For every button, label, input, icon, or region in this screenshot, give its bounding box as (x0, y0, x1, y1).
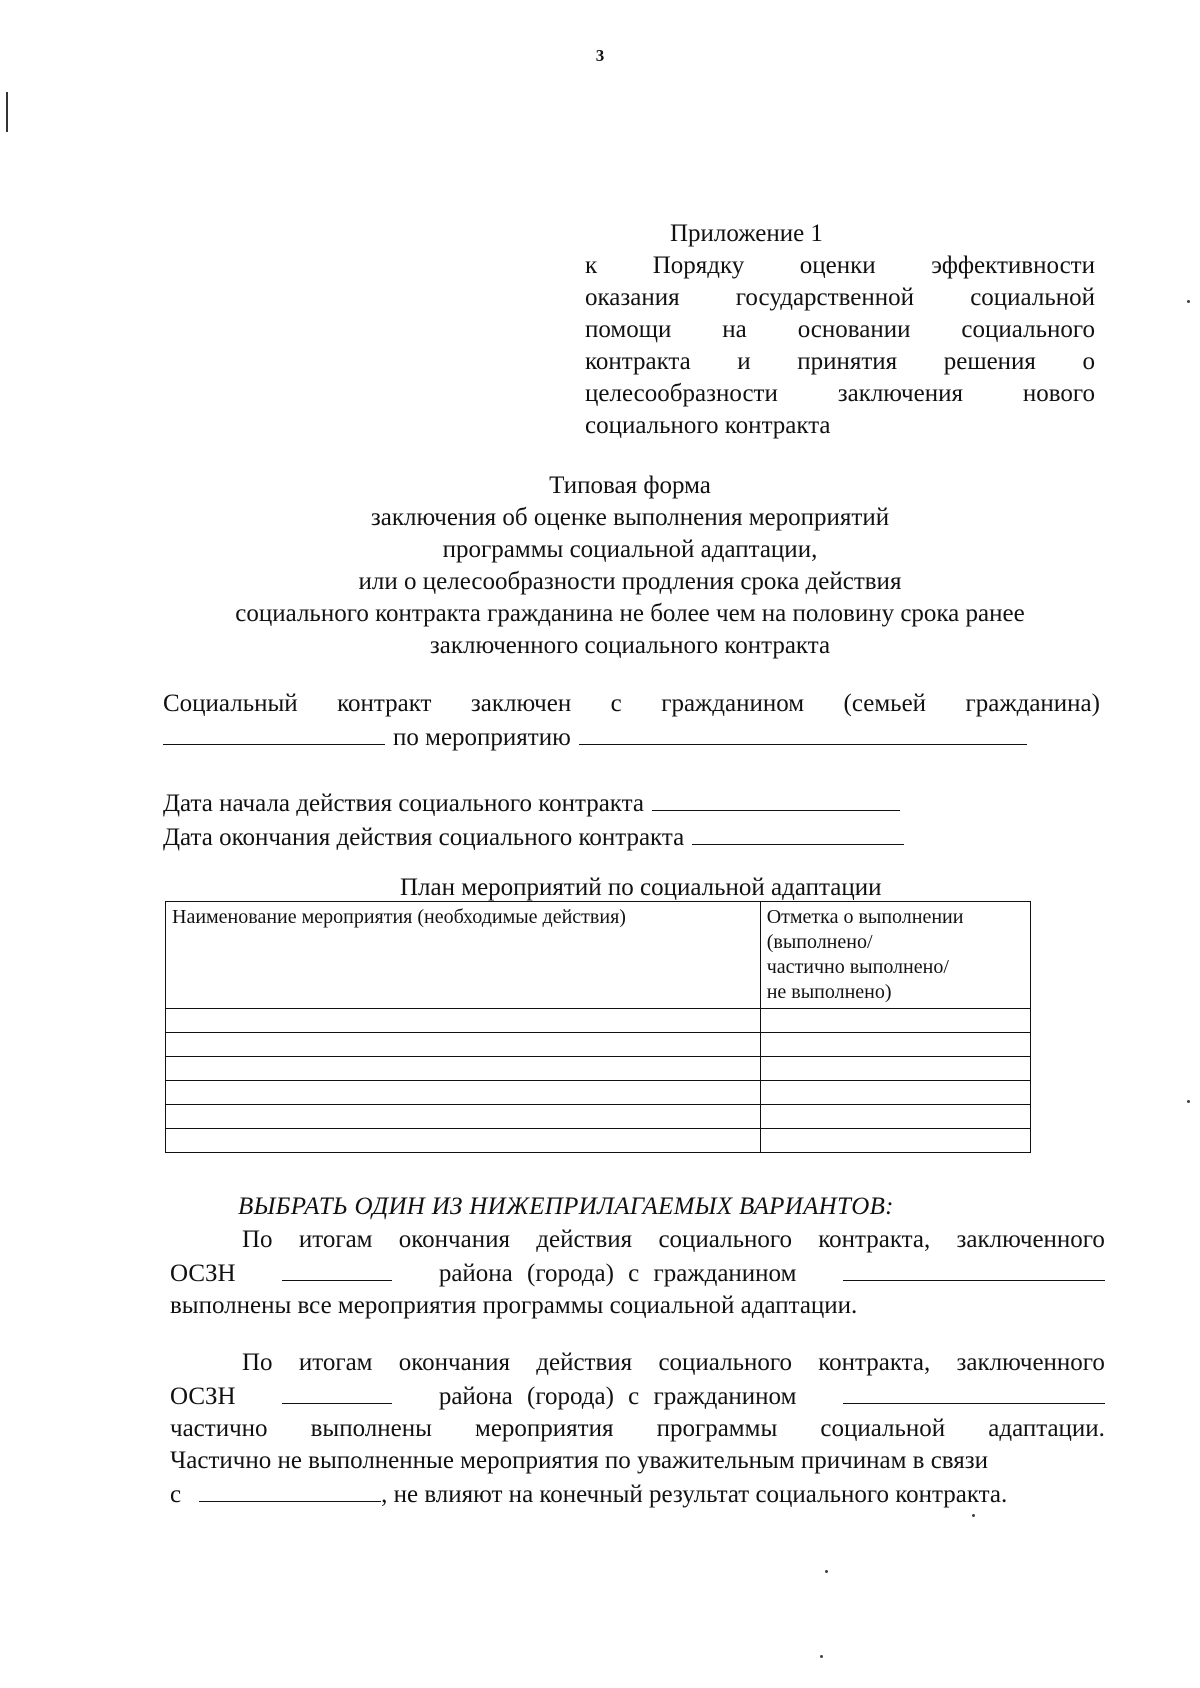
start-date-row (163, 786, 904, 820)
word: По (242, 1349, 273, 1376)
word: к (585, 252, 598, 279)
title-line: социального контракта гражданина не более чем на половину срока ранее (235, 600, 1025, 627)
plan-table-row (166, 1129, 1031, 1153)
citizen-field[interactable] (843, 1379, 1105, 1404)
activity-cell[interactable] (166, 1009, 761, 1033)
appendix-line: социального контракта (585, 412, 831, 439)
word: контракта, (818, 1349, 931, 1376)
plan-table (165, 901, 1031, 1153)
mark-cell[interactable] (760, 1057, 1030, 1081)
word: оказания (585, 284, 680, 311)
word: окончания (398, 1226, 510, 1253)
word: оценки (799, 252, 876, 279)
mark-header-line: (выполнено/ (766, 931, 873, 953)
word: заключенного (956, 1226, 1105, 1253)
variant-2-line: Частично не выполненные мероприятия по уважительным причинам в связи (170, 1447, 989, 1474)
mark-cell[interactable] (760, 1033, 1030, 1057)
dates-section (163, 786, 904, 854)
reason-field[interactable] (199, 1477, 381, 1502)
title-line: или о целесообразности продления срока действия (358, 568, 902, 595)
word: социальной (970, 284, 1095, 311)
mark-header-line: частично выполнено/ (766, 956, 949, 978)
scan-speck (825, 1570, 828, 1573)
word: Порядку (652, 252, 745, 279)
word: целесообразности (585, 380, 778, 407)
plan-table-row (166, 1105, 1031, 1129)
word: действия (536, 1349, 633, 1376)
contract-line (163, 688, 1100, 720)
mark-cell[interactable] (760, 1081, 1030, 1105)
activity-label: по мероприятию (393, 724, 571, 751)
scan-speck (1187, 300, 1190, 303)
end-date-row (163, 820, 904, 854)
mark-cell[interactable] (760, 1129, 1030, 1153)
form-title (150, 470, 1110, 662)
word: государственной (735, 284, 914, 311)
end-date-field[interactable] (692, 820, 904, 845)
plan-table-row (166, 1057, 1031, 1081)
citizen-field[interactable] (163, 720, 385, 745)
word: адаптации. (988, 1415, 1105, 1442)
appendix-line (585, 346, 1095, 378)
scan-speck (1187, 1100, 1190, 1103)
contract-section (163, 688, 1100, 754)
scan-speck (820, 1655, 823, 1658)
start-date-label: Дата начала действия социального контракта (163, 790, 644, 817)
mark-header-line: не выполнено) (766, 981, 892, 1003)
word: о (1082, 348, 1095, 375)
mark-cell[interactable] (760, 1009, 1030, 1033)
activity-cell[interactable] (166, 1057, 761, 1081)
oszn-field[interactable] (282, 1256, 392, 1281)
word: По (242, 1226, 273, 1253)
word: принятия (797, 348, 898, 375)
word: и (737, 348, 751, 375)
word: нового (1022, 380, 1095, 407)
word: социального (961, 316, 1095, 343)
scan-artifact (6, 92, 8, 132)
word: социального (658, 1349, 792, 1376)
reason-prefix: с (170, 1481, 182, 1508)
activity-field[interactable] (579, 720, 1027, 745)
word: мероприятия (475, 1415, 614, 1442)
oszn-field[interactable] (282, 1379, 392, 1404)
word: частично (170, 1415, 268, 1442)
contract-line (163, 720, 1100, 754)
word: контракт (337, 690, 432, 717)
activity-column-header: Наименование мероприятия (необходимые действия) (166, 902, 761, 1009)
word: действия (536, 1226, 633, 1253)
word: выполнены (310, 1415, 432, 1442)
word: контракта (585, 348, 691, 375)
appendix-line (585, 250, 1095, 282)
word: социальной (820, 1415, 946, 1442)
word: основании (797, 316, 911, 343)
word: заключенного (956, 1349, 1105, 1376)
word: итогам (298, 1226, 373, 1253)
variant-1-line (170, 1256, 1105, 1290)
appendix-heading: Приложение 1 (670, 220, 823, 247)
appendix-body (585, 250, 1095, 442)
variant-2-line (170, 1477, 1105, 1511)
plan-table-row (166, 1081, 1031, 1105)
word: Социальный (163, 690, 298, 717)
mark-header-line: Отметка о выполнении (766, 906, 964, 928)
district-label: района (города) с гражданином (438, 1260, 797, 1287)
word: эффективности (931, 252, 1095, 279)
variant-1-line: выполнены все мероприятия программы социальной адаптации. (170, 1292, 858, 1319)
word: с (610, 690, 622, 717)
oszn-label: ОСЗН (170, 1260, 236, 1287)
plan-title: План мероприятий по социальной адаптации (400, 874, 882, 901)
word: контракта, (818, 1226, 931, 1253)
reason-suffix: , не влияют на конечный результат социального контракта. (381, 1481, 1008, 1508)
variant-1-line (170, 1224, 1105, 1256)
appendix-block (585, 218, 1095, 442)
start-date-field[interactable] (652, 786, 900, 811)
page-number: 3 (595, 46, 605, 65)
plan-table-row (166, 1033, 1031, 1057)
title-line: программы социальной адаптации, (442, 536, 818, 563)
activity-cell[interactable] (166, 1081, 761, 1105)
variant-2-line (170, 1347, 1105, 1379)
appendix-line (585, 282, 1095, 314)
oszn-label: ОСЗН (170, 1383, 236, 1410)
activity-cell[interactable] (166, 1129, 761, 1153)
district-label: района (города) с гражданином (438, 1383, 797, 1410)
word: итогам (298, 1349, 373, 1376)
mark-column-header (760, 902, 1030, 1009)
title-line: Типовая форма (549, 472, 711, 499)
title-line: заключения об оценке выполнения мероприятий (370, 504, 890, 531)
scan-speck (972, 1514, 975, 1517)
title-line: заключенного социального контракта (429, 632, 831, 659)
end-date-label: Дата окончания действия социального контракта (163, 824, 685, 851)
word: программы (656, 1415, 778, 1442)
word: социального (658, 1226, 792, 1253)
mark-cell[interactable] (760, 1105, 1030, 1129)
word: гражданином (661, 690, 805, 717)
citizen-field[interactable] (843, 1256, 1105, 1281)
appendix-line (585, 314, 1095, 346)
variant-2-line (170, 1413, 1105, 1445)
word: на (722, 316, 747, 343)
variant-1 (170, 1224, 1105, 1322)
activity-cell[interactable] (166, 1033, 761, 1057)
variant-2 (170, 1347, 1105, 1511)
word: заключения (837, 380, 963, 407)
activity-cell[interactable] (166, 1105, 761, 1129)
word: окончания (398, 1349, 510, 1376)
word: гражданина) (965, 690, 1100, 717)
variant-2-line (170, 1379, 1105, 1413)
plan-table-header (166, 902, 1031, 1009)
word: заключен (470, 690, 572, 717)
word: (семьей (843, 690, 927, 717)
appendix-line (585, 378, 1095, 410)
word: решения (943, 348, 1036, 375)
choose-variant-heading: ВЫБРАТЬ ОДИН ИЗ НИЖЕПРИЛАГАЕМЫХ ВАРИАНТОВ: (238, 1193, 894, 1220)
plan-table-row (166, 1009, 1031, 1033)
word: помощи (585, 316, 672, 343)
